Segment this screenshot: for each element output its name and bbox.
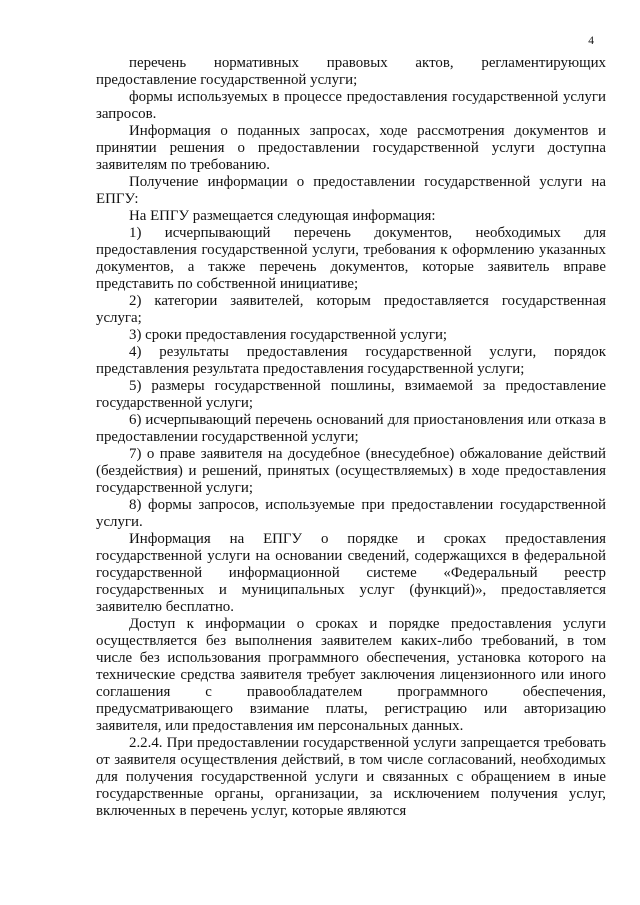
paragraph: Получение информации о предоставлении государственной услуги на ЕПГУ: <box>96 174 606 207</box>
paragraph: перечень нормативных правовых актов, регламентирующих предоставление государственной услуги; <box>96 55 606 88</box>
paragraph: Информация на ЕПГУ о порядке и сроках предоставления государственной услуги на основании сведений, содержащихся в федеральной государственной информационной системе «Федеральный реестр государственных и муниципальных услуг (функций)», предоставляется заявителю бесплатно. <box>96 531 606 615</box>
list-item: 7) о праве заявителя на досудебное (внесудебное) обжалование действий (бездействия) и решений, принятых (осуществляемых) в ходе предоставления государственной услуги; <box>96 446 606 496</box>
document-body <box>96 55 606 820</box>
list-item: 4) результаты предоставления государственной услуги, порядок представления результата предоставления государственной услуги; <box>96 344 606 377</box>
list-item: 6) исчерпывающий перечень оснований для приостановления или отказа в предоставлении государственной услуги; <box>96 412 606 445</box>
list-item: 3) сроки предоставления государственной услуги; <box>129 327 448 343</box>
list-item: 8) формы запросов, используемые при предоставлении государственной услуги. <box>96 497 606 530</box>
list-item: 5) размеры государственной пошлины, взимаемой за предоставление государственной услуги; <box>96 378 606 411</box>
paragraph: Доступ к информации о сроках и порядке предоставления услуги осуществляется без выполнения заявителем каких-либо требований, в том числе без использования программного обеспечения, установка которого на технические средства заявителя требует заключения лицензионного или иного соглашения с правообладателем программного обеспечения, предусматривающего взимание платы, регистрацию или авторизацию заявителя, или предоставления им персональных данных. <box>96 616 606 734</box>
section-paragraph: 2.2.4. При предоставлении государственной услуги запрещается требовать от заявителя осуществления действий, в том числе согласований, необходимых для получения государственной услуги и связанных с обращением в иные государственные органы, организации, за исключением получения услуг, включенных в перечень услуг, которые являются <box>96 735 606 819</box>
paragraph: На ЕПГУ размещается следующая информация: <box>129 208 436 224</box>
paragraph: Информация о поданных запросах, ходе рассмотрения документов и принятии решения о предоставлении государственной услуги доступна заявителям по требованию. <box>96 123 606 173</box>
list-item: 1) исчерпывающий перечень документов, необходимых для предоставления государственной услуги, требования к оформлению указанных документов, а также перечень документов, которые заявитель вправе представить по собственной инициативе; <box>96 225 606 292</box>
list-item: 2) категории заявителей, которым предоставляется государственная услуга; <box>96 293 606 326</box>
paragraph: формы используемых в процессе предоставления государственной услуги запросов. <box>96 89 606 122</box>
page-number: 4 <box>588 35 594 47</box>
